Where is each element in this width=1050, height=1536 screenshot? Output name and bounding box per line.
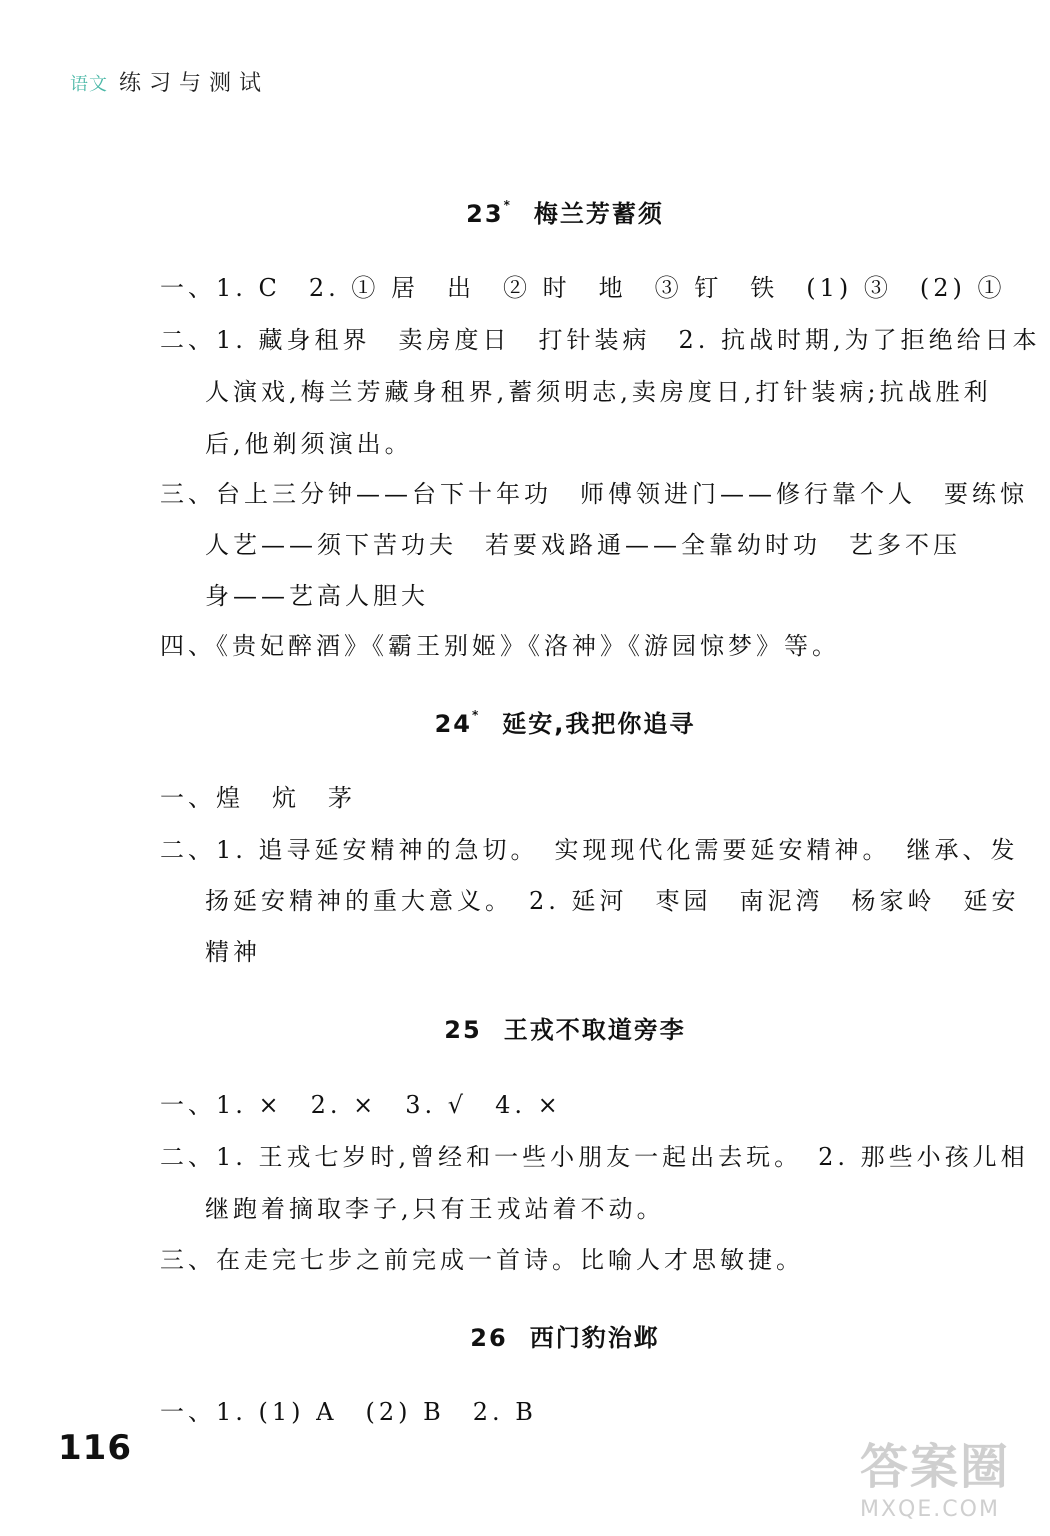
answer-line: 一、1. (1) A (2) B 2. B: [160, 1398, 537, 1426]
answer-line: 精神: [205, 938, 261, 966]
answer-line: 一、1. C 2. ① 居 出 ② 时 地 ③ 钉 铁 (1) ③ (2) ①: [160, 274, 1006, 302]
section-title-23: 23* 梅兰芳蓄须: [466, 198, 664, 228]
answer-line: 二、1. 藏身租界 卖房度日 打针装病 2. 抗战时期,为了拒绝给日本: [160, 326, 1041, 354]
watermark-logo: 答案圈 MXQE.COM: [860, 1439, 1011, 1522]
answer-line: 身——艺高人胆大: [205, 582, 429, 610]
answer-line: 三、在走完七步之前完成一首诗。比喻人才思敏捷。: [160, 1246, 804, 1274]
running-header: [70, 66, 269, 97]
answer-line: 一、煌 炕 茅: [160, 784, 356, 812]
answer-line: 二、1. 追寻延安精神的急切。 实现现代化需要延安精神。 继承、发: [160, 836, 1019, 864]
page-number: 116: [58, 1428, 132, 1468]
answer-line: 人演戏,梅兰芳藏身租界,蓄须明志,卖房度日,打针装病;抗战胜利: [205, 378, 992, 406]
series-title: 练习与测试: [119, 71, 270, 96]
answer-line: 三、台上三分钟——台下十年功 师傅领进门——修行靠个人 要练惊: [160, 480, 1028, 508]
answer-line: 扬延安精神的重大意义。 2. 延河 枣园 南泥湾 杨家岭 延安: [205, 887, 1020, 915]
answer-line: 后,他剃须演出。: [205, 430, 413, 458]
answer-line: 四、《贵妃醉酒》《霸王别姬》《洛神》《游园惊梦》等。: [160, 632, 840, 660]
subject-label: 语文: [70, 74, 108, 95]
answer-line: 二、1. 王戎七岁时,曾经和一些小朋友一起出去玩。 2. 那些小孩儿相: [160, 1143, 1029, 1171]
answer-line: 人艺——须下苦功夫 若要戏路通——全靠幼时功 艺多不压: [205, 531, 961, 559]
answer-line: 一、1. × 2. × 3. √ 4. ×: [160, 1091, 562, 1119]
section-title-26: 26 西门豹治邺: [470, 1324, 660, 1352]
section-title-25: 25 王戎不取道旁李: [444, 1016, 686, 1044]
answer-line: 继跑着摘取李子,只有王戎站着不动。: [205, 1195, 665, 1223]
section-title-24: 24* 延安,我把你追寻: [434, 708, 696, 738]
